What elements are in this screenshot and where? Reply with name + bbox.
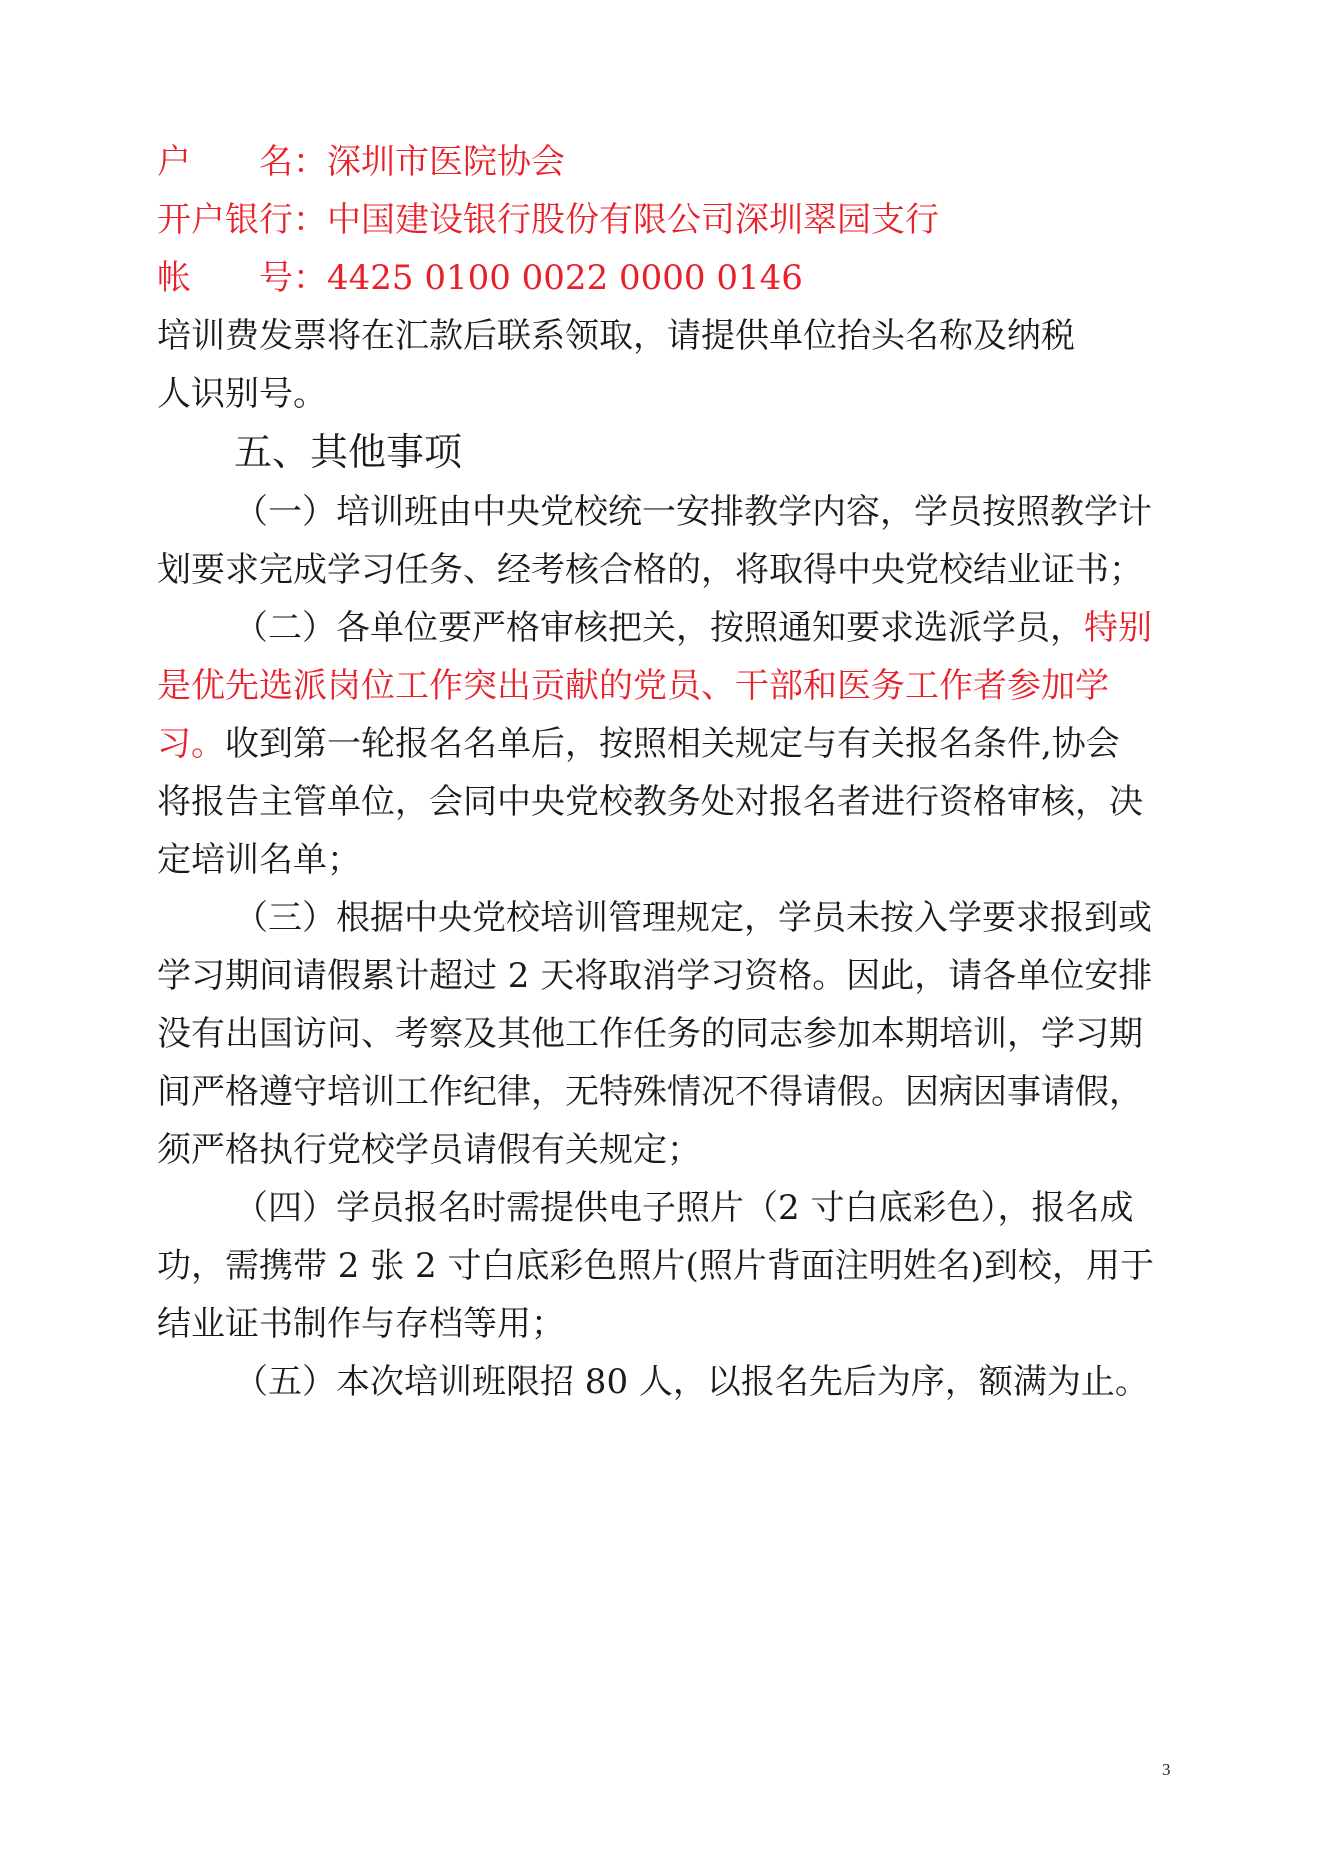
line-text: 没有出国访问、考察及其他工作任务的同志参加本期培训，学习期	[157, 1014, 1143, 1054]
section-item-line	[157, 1302, 1177, 1346]
line-text: 功，需携带 2 张 2 寸白底彩色照片(照片背面注明姓名)到校，用于	[157, 1246, 1155, 1286]
account-name-label: 户 名：	[157, 142, 327, 182]
section-heading: 五、其他事项	[234, 430, 463, 474]
highlighted-text: 习。	[157, 724, 225, 764]
line-text: 划要求完成学习任务、经考核合格的，将取得中央党校结业证书；	[157, 550, 1143, 590]
line-text: （二）各单位要严格审核把关，按照通知要求选派学员，	[234, 608, 1084, 648]
account-name-value: 深圳市医院协会	[327, 142, 565, 182]
section-item-line	[157, 838, 1177, 882]
account-bank-label: 开户银行：	[157, 200, 327, 240]
line-text: 收到第一轮报名名单后，按照相关规定与有关报名条件,协会	[225, 724, 1120, 764]
section-item-line	[234, 1186, 1254, 1230]
line-text: 学习期间请假累计超过 2 天将取消学习资格。因此，请各单位安排	[157, 956, 1153, 996]
line-text: （三）根据中央党校培训管理规定，学员未按入学要求报到或	[234, 898, 1152, 938]
section-item-line	[234, 896, 1254, 940]
section-item-line	[234, 606, 1254, 650]
account-number-value: 4425 0100 0022 0000 0146	[327, 258, 803, 298]
section-item-line	[157, 548, 1177, 592]
line-text: 间严格遵守培训工作纪律，无特殊情况不得请假。因病因事请假，	[157, 1072, 1143, 1112]
section-item-line	[157, 780, 1177, 824]
section-item-line	[234, 490, 1254, 534]
section-item-line	[157, 664, 1177, 708]
page-number: 3	[1162, 1760, 1171, 1779]
section-item-line	[234, 1360, 1254, 1404]
line-text: 将报告主管单位，会同中央党校教务处对报名者进行资格审核，决	[157, 782, 1143, 822]
line-text: 结业证书制作与存档等用；	[157, 1304, 565, 1344]
account-bank-value: 中国建设银行股份有限公司深圳翠园支行	[327, 200, 939, 240]
line-text: 须严格执行党校学员请假有关规定；	[157, 1130, 701, 1170]
account-number-line	[157, 256, 1177, 300]
line-text: （四）学员报名时需提供电子照片（2 寸白底彩色），报名成	[234, 1188, 1134, 1228]
account-bank-line	[157, 198, 1177, 242]
account-number-label: 帐 号：	[157, 258, 327, 298]
invoice-note-line-1: 培训费发票将在汇款后联系领取，请提供单位抬头名称及纳税	[157, 316, 1075, 356]
section-item-line	[157, 1244, 1177, 1288]
invoice-note-line-2: 人识别号。	[157, 374, 327, 414]
line-text: （五）本次培训班限招 80 人，以报名先后为序，额满为止。	[234, 1362, 1149, 1402]
line-text: （一）培训班由中央党校统一安排教学内容，学员按照教学计	[234, 492, 1152, 532]
line-text: 定培训名单；	[157, 840, 361, 880]
section-item-line	[157, 1012, 1177, 1056]
section-item-line	[157, 954, 1177, 998]
section-item-line	[157, 722, 1177, 766]
highlighted-text: 是优先选派岗位工作突出贡献的党员、干部和医务工作者参加学	[157, 666, 1109, 706]
section-item-line	[157, 1128, 1177, 1172]
section-item-line	[157, 1070, 1177, 1114]
highlighted-text: 特别	[1084, 608, 1152, 648]
account-name-line	[157, 140, 1177, 184]
